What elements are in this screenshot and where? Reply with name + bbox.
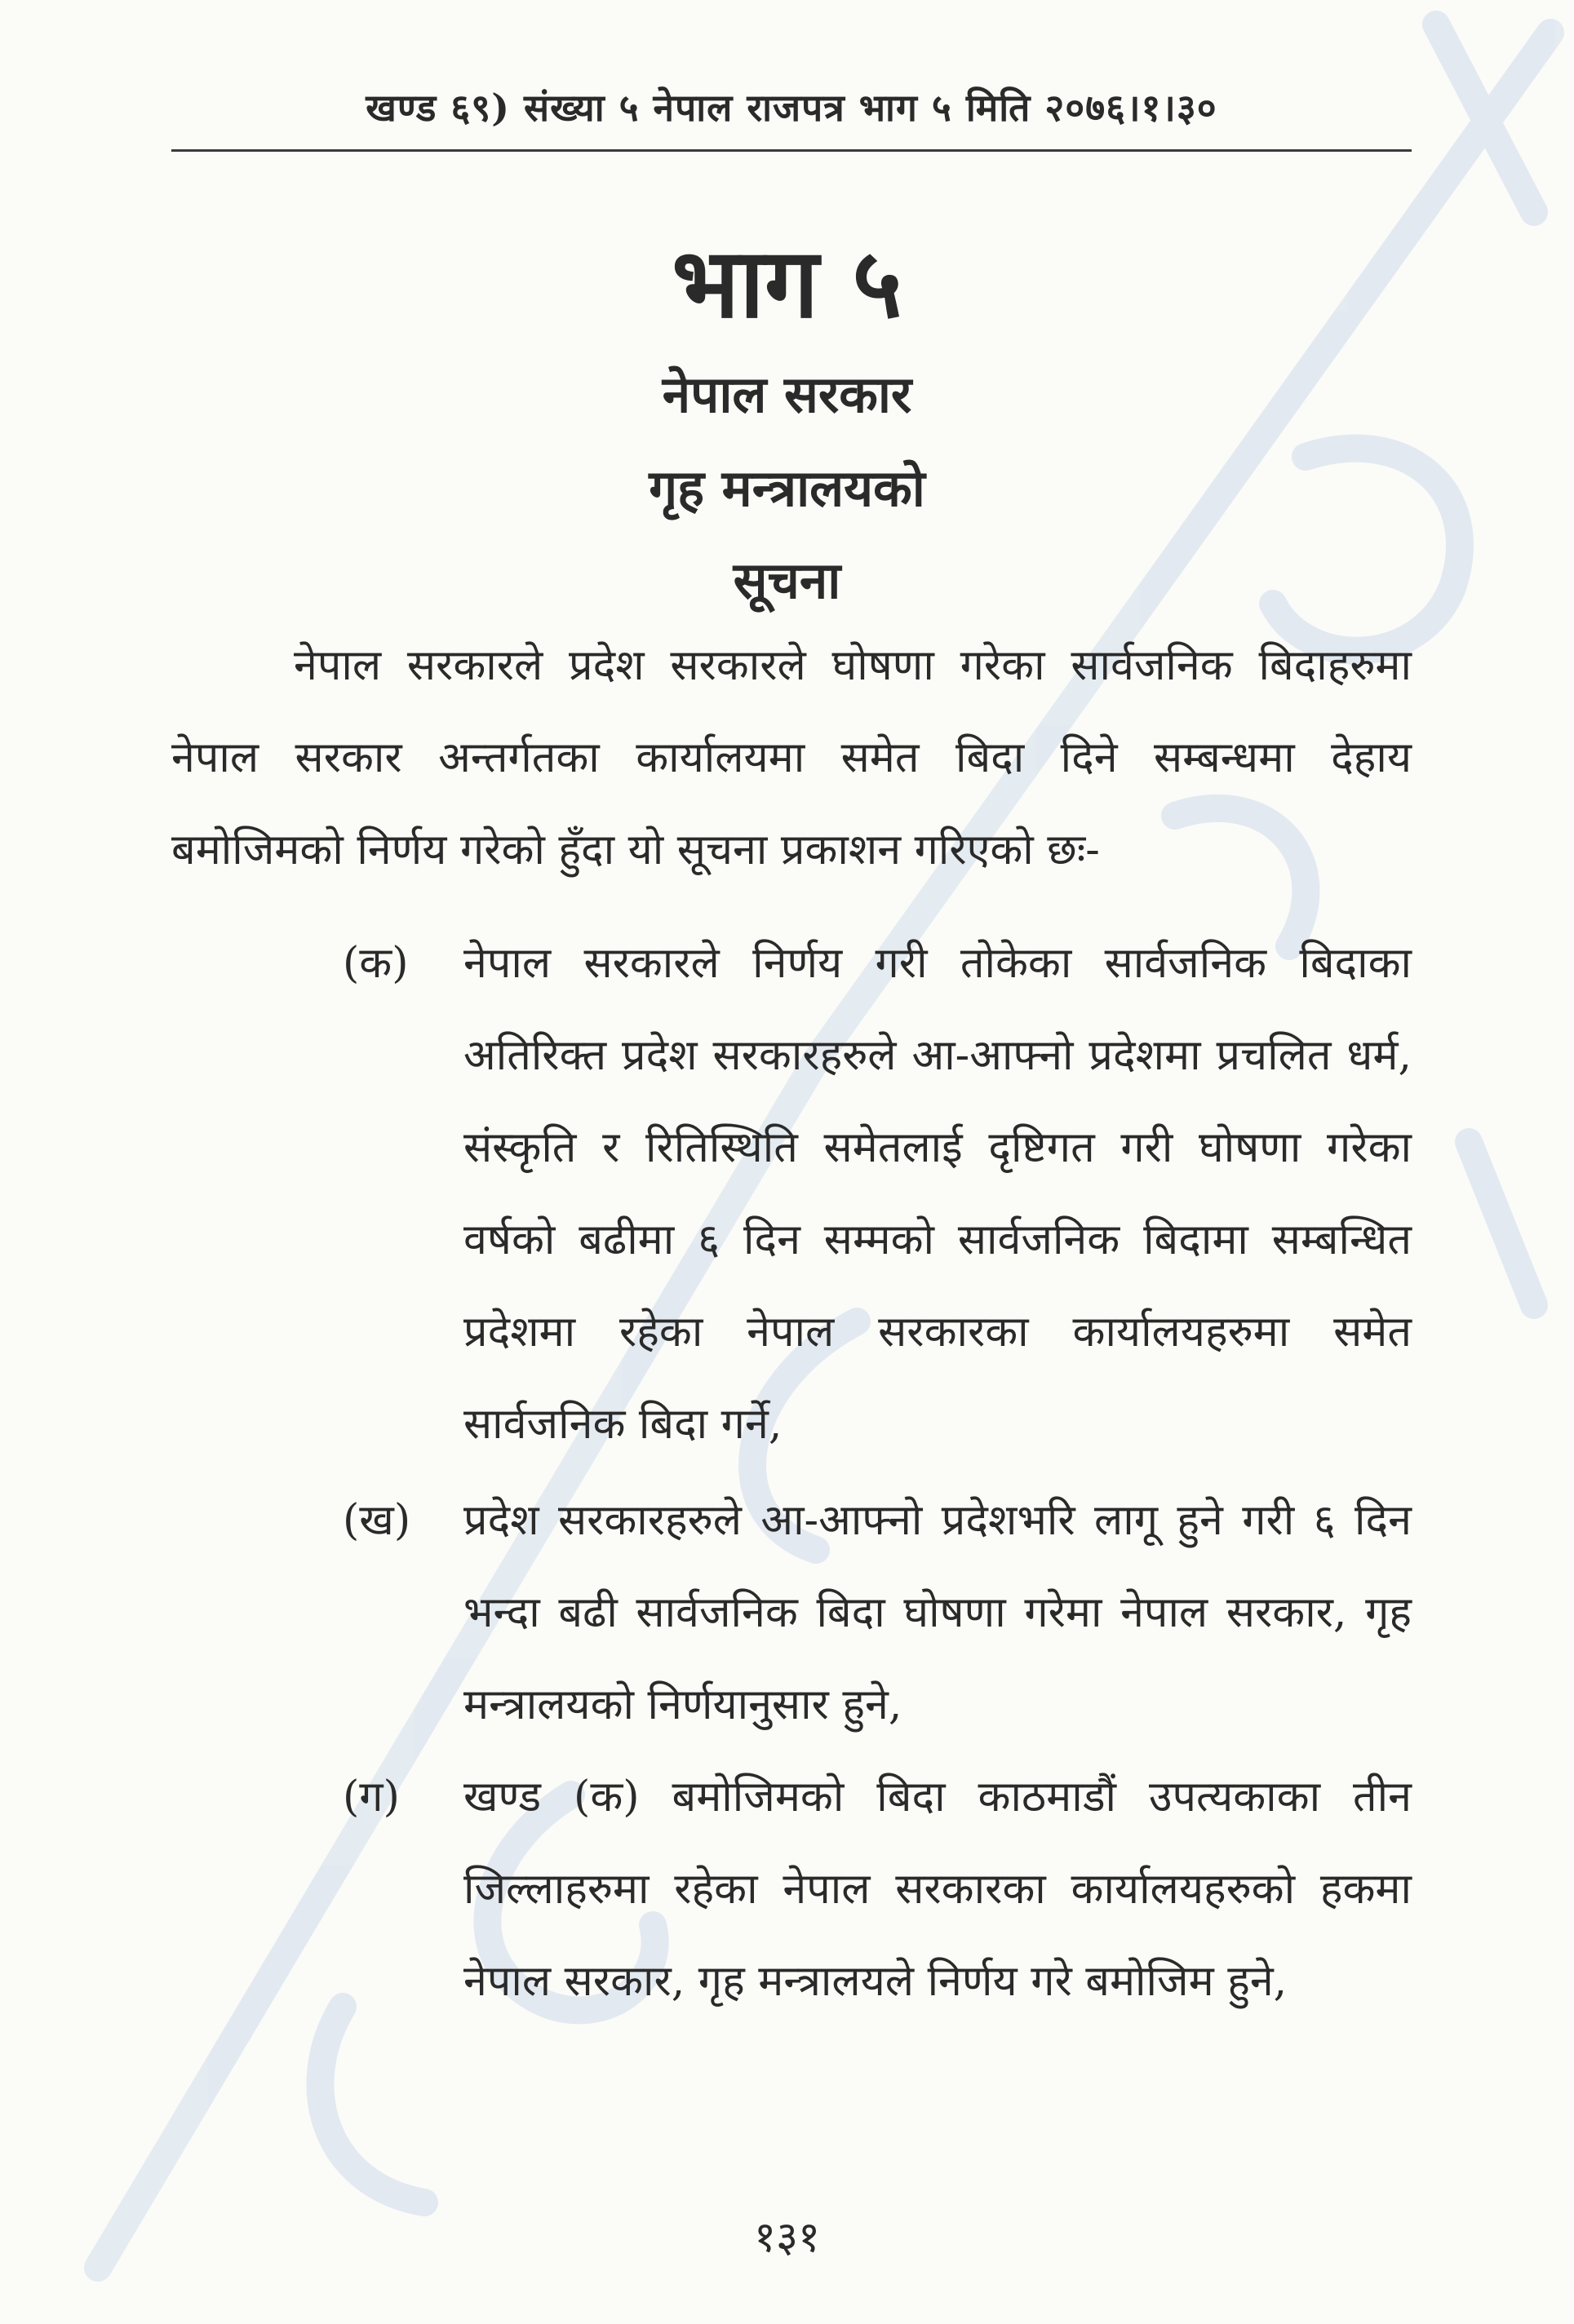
clause-text: नेपाल सरकारले निर्णय गरी तोकेका सार्वजनिक बिदाका अतिरिक्त प्रदेश सरकारहरुले आ-आफ्नो प्रदेशमा प्रचलित धर्म, संस्कृति र रितिस्थिति समेतलाई दृष्टिगत गरी घोषणा गरेका वर्षको बढीमा ६ दिन सम्मको सार्वजनिक बिदामा सम्बन्धित प्रदेशमा रहेका नेपाल सरकारका कार्यालयहरुमा समेत सार्वजनिक बिदा गर्ने,	[463, 939, 1412, 1449]
part-title: भाग ५	[672, 226, 902, 339]
page-number: १३१	[753, 2213, 821, 2262]
notice-heading: सूचना	[733, 551, 841, 610]
clause-text: प्रदेश सरकारहरुले आ-आफ्नो प्रदेशभरि लागू हुने गरी ६ दिन भन्दा बढी सार्वजनिक बिदा घोषणा गरेमा नेपाल सरकार, गृह मन्त्रालयको निर्णयानुसार हुने,	[463, 1496, 1412, 1729]
intro-paragraph: नेपाल सरकारले प्रदेश सरकारले घोषणा गरेका सार्वजनिक बिदाहरुमा नेपाल सरकार अन्तर्गतका कार्यालयमा समेत बिदा दिने सम्बन्धमा देहाय बमोजिमको निर्णय गरेको हुँदा यो सूचना प्रकाशन गरिएको छः-	[171, 641, 1412, 874]
issuer-ministry: गृह मन्त्रालयको	[649, 458, 925, 518]
issuer-government: नेपाल सरकार	[662, 365, 912, 424]
header-rule	[171, 149, 1412, 152]
running-head: खण्ड ६९) संख्या ५ नेपाल राजपत्र भाग ५ मिति २०७६।१।३०	[366, 86, 1217, 130]
clause-text: खण्ड (क) बमोजिमको बिदा काठमाडौं उपत्यकाका तीन जिल्लाहरुमा रहेका नेपाल सरकारका कार्यालयहरुको हकमा नेपाल सरकार, गृह मन्त्रालयले निर्णय गरे बमोजिम हुने,	[463, 1773, 1412, 2006]
clause-marker: (ख)	[343, 1496, 411, 1545]
clause-marker: (ग)	[343, 1773, 400, 1822]
clause-marker: (क)	[343, 939, 409, 988]
